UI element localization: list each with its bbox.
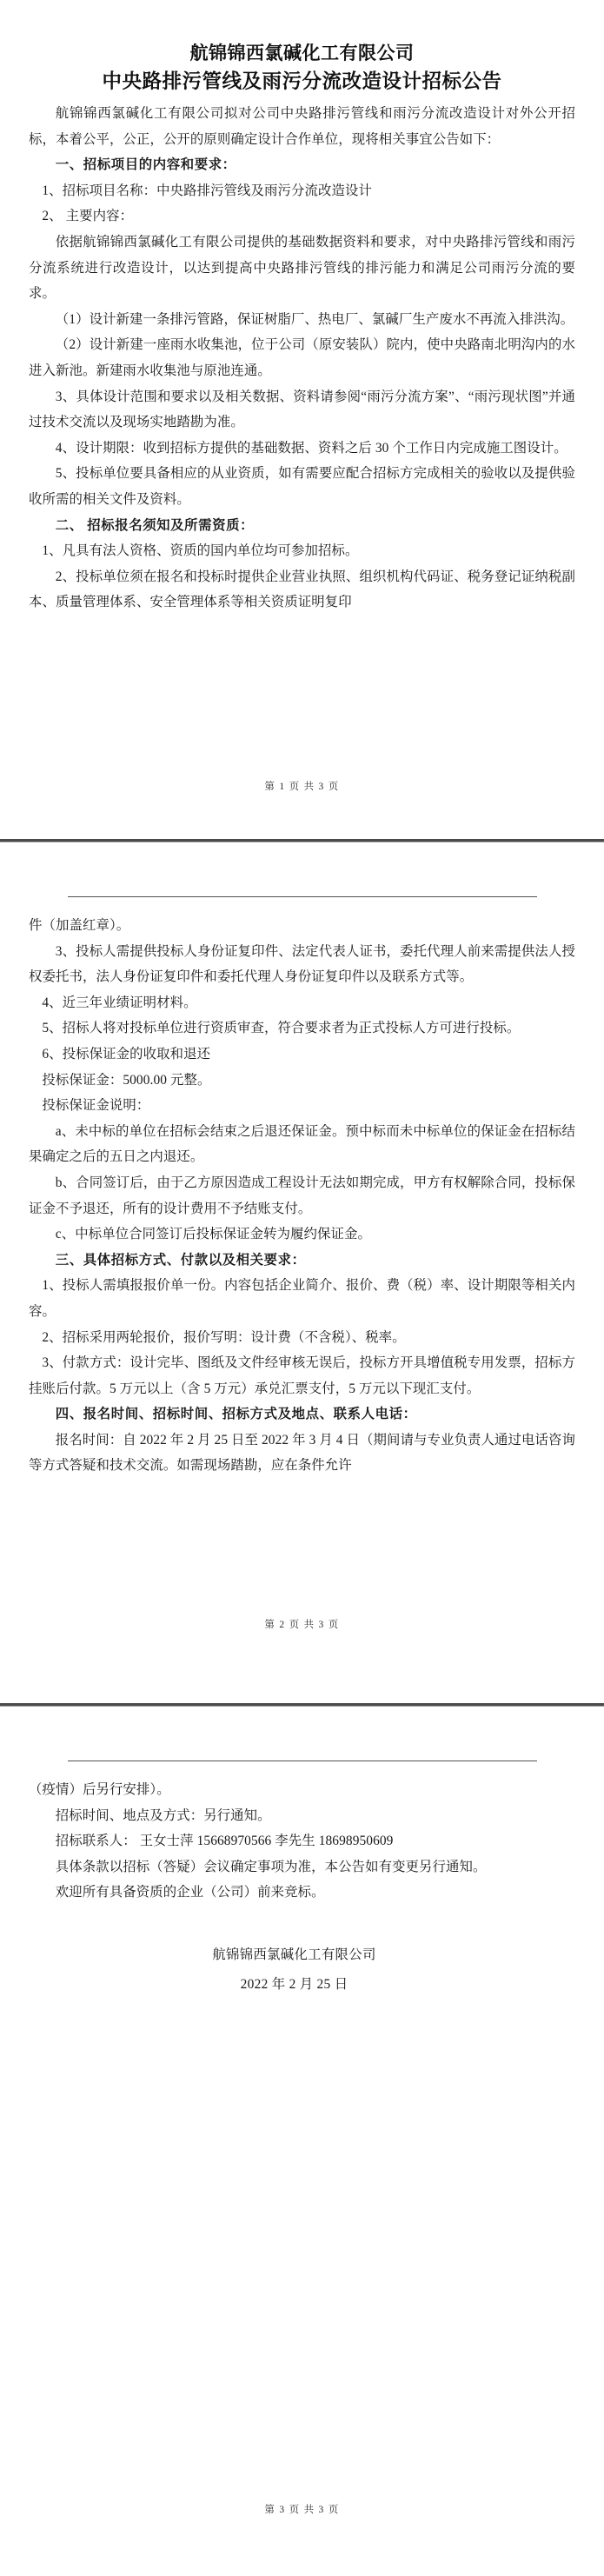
item-3-3: 3、付款方式：设计完毕、图纸及文件经审核无误后，投标方开具增值税专用发票，招标方挂账后付款。5 万元以上（含 5 万元）承兑汇票支付，5 万元以下现汇支付。 [29, 1355, 575, 1396]
item-4-1: 报名时间：自 2022 年 2 月 25 日至 2022 年 3 月 4 日（期间请与专业负责人通过电话咨询等方式答疑和技术交流。如需现场踏勘，应在条件允许 [29, 1432, 575, 1474]
section-2-heading: 二、 招标报名须知及所需资质： [55, 517, 255, 533]
item-1-2-body: 依据航锦锦西氯碱化工有限公司提供的基础数据资料和要求，对中央路排污管线和雨污分流系统进行改造设计，以达到提高中央路排污管线的排污能力和满足公司雨污分流的要求。 [29, 234, 575, 302]
signature-date: 2022 年 2 月 25 日 [240, 1976, 348, 1992]
item-4-3-contacts: 招标联系人： 王女士萍 15668970566 李先生 18698950609 [55, 1834, 394, 1849]
item-4-5: 欢迎所有具备资质的企业（公司）前来竞标。 [55, 1885, 325, 1900]
page-2-footer: 第 2 页 共 3 页 [264, 1620, 340, 1630]
item-1-2-sub-a: （1）设计新建一条排污管路，保证树脂厂、热电厂、氯碱厂生产废水不再流入排洪沟。 [55, 311, 574, 327]
item-1-3: 3、具体设计范围和要求以及相关数据、资料请参阅“雨污分流方案”、“雨污现状图”并通过技术交流以及现场实地踏勘为准。 [29, 389, 575, 430]
page-3-footer: 第 3 页 共 3 页 [264, 2505, 340, 2515]
item-1-1: 1、招标项目名称：中央路排污管线及雨污分流改造设计 [42, 183, 372, 198]
item-2-6-amount: 投标保证金：5000.00 元整。 [42, 1072, 211, 1088]
item-2-6: 6、投标保证金的收取和退还 [42, 1046, 211, 1062]
item-1-2-sub-b: （2）设计新建一座雨水收集池，位于公司（原安装队）院内，使中央路南北明沟内的水进入新池。新建雨水收集池与原池连通。 [29, 337, 575, 378]
document-title-block [29, 40, 575, 96]
item-1-4: 4、设计期限：收到招标方提供的基础数据、资料之后 30 个工作日内完成施工图设计。 [55, 440, 567, 456]
item-2-3: 3、投标人需提供投标人身份证复印件、法定代表人证书，委托代理人前来需提供法人授权委托书，法人身份证复印件和委托代理人身份证复印件以及联系方式等。 [29, 943, 575, 985]
item-2-6-sub-c: c、中标单位合同签订后投标保证金转为履约保证金。 [55, 1227, 372, 1242]
document-page-1 [0, 0, 604, 839]
item-2-5: 5、招标人将对投标单位进行资质审查，符合要求者为正式投标人方可进行投标。 [42, 1021, 521, 1036]
item-2-4: 4、近三年业绩证明材料。 [42, 995, 197, 1010]
item-2-1: 1、凡具有法人资格、资质的国内单位均可参加招标。 [42, 543, 359, 559]
section-3-heading: 三、具体招标方式、付款以及相关要求： [55, 1252, 306, 1268]
page-3-body [29, 1761, 575, 2000]
item-4-2: 招标时间、地点及方式：另行通知。 [55, 1807, 271, 1823]
item-1-5: 5、投标单位要具备相应的从业资质，如有需要应配合招标方完成相关的验收以及提供验收所需的相关文件及资料。 [29, 466, 575, 507]
item-4-1-continued: （疫情）后另行安排）。 [29, 1782, 170, 1797]
section-1-heading: 一、招标项目的内容和要求： [55, 157, 236, 173]
section-4-heading: 四、报名时间、招标时间、招标方式及地点、联系人电话： [55, 1407, 417, 1422]
document-title-line-2: 中央路排污管线及雨污分流改造设计招标公告 [102, 70, 502, 92]
item-3-1: 1、投标人需填报报价单一份。内容包括企业简介、报价、费（税）率、设计期限等相关内容。 [29, 1278, 575, 1319]
signature-block [29, 1940, 575, 2000]
item-2-6-sub-b: b、合同签订后，由于乙方原因造成工程设计无法如期完成，甲方有权解除合同，投标保证金不予退还，所有的设计费用不予结账支付。 [29, 1175, 575, 1216]
item-4-4: 具体条款以招标（答疑）会议确定事项为准，本公告如有变更另行通知。 [55, 1859, 487, 1874]
item-2-2: 2、投标单位须在报名和投标时提供企业营业执照、组织机构代码证、税务登记证纳税副本、质量管理体系、安全管理体系等相关资质证明复印 [29, 569, 575, 610]
document-page-3 [0, 1707, 604, 2576]
page-1-body [29, 0, 575, 616]
page-1-footer: 第 1 页 共 3 页 [264, 782, 340, 792]
page-2-body [29, 897, 575, 1479]
item-3-2: 2、招标采用两轮报价，报价写明：设计费（不含税）、税率。 [42, 1329, 406, 1345]
item-1-2: 2、 主要内容： [42, 209, 134, 224]
signature-company: 航锦锦西氯碱化工有限公司 [212, 1947, 376, 1962]
document-title-line-1: 航锦锦西氯碱化工有限公司 [189, 43, 415, 63]
item-2-6-note-label: 投标保证金说明： [42, 1098, 150, 1114]
document-page-2 [0, 842, 604, 1703]
item-2-2-continued: 件（加盖红章）。 [29, 918, 130, 933]
intro-paragraph: 航锦锦西氯碱化工有限公司拟对公司中央路排污管线和雨污分流改造设计对外公开招标，本着公平，公正，公开的原则确定设计合作单位，现将相关事宜公告如下： [29, 106, 575, 147]
item-2-6-sub-a: a、未中标的单位在招标会结束之后退还保证金。预中标而未中标单位的保证金在招标结果确定之后的五日之内退还。 [29, 1123, 575, 1165]
